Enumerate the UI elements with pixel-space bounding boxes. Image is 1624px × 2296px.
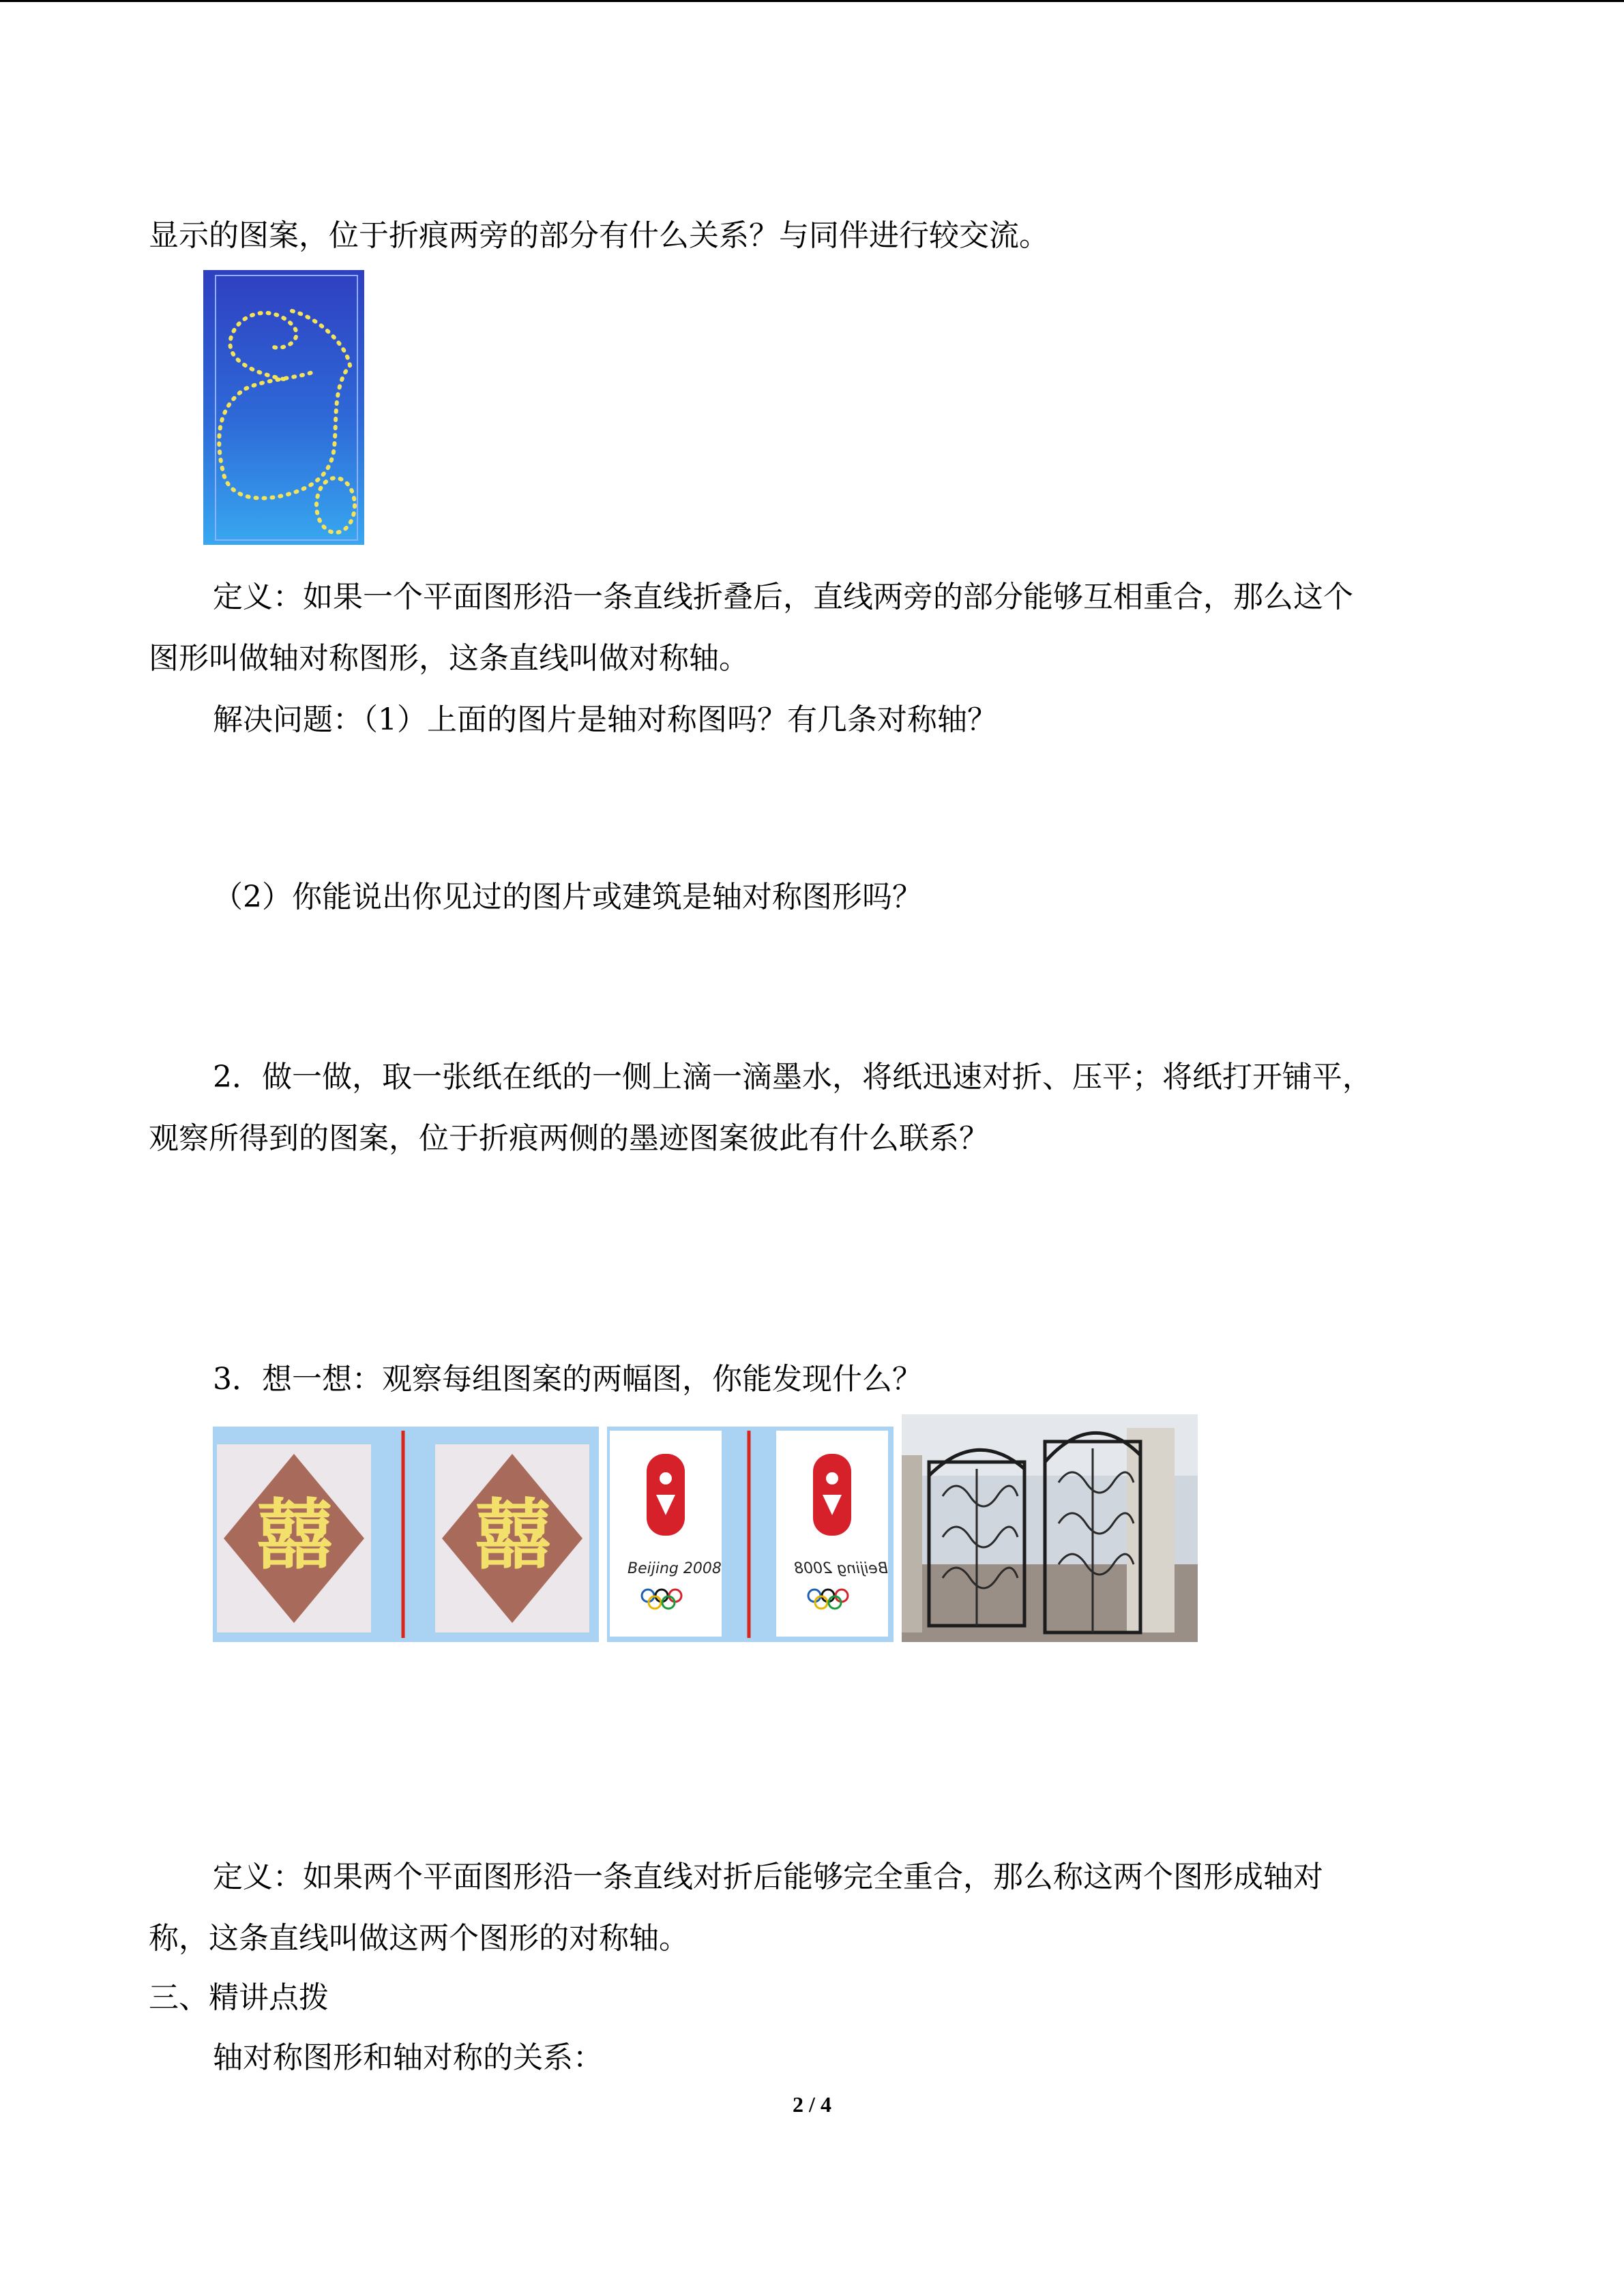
activity-line: 2．做一做，取一张纸在纸的一侧上滴一滴墨水，将纸迅速对折、压平；将纸打开铺平， [213,1060,1372,1094]
paragraph-line: 轴对称图形和轴对称的关系： [213,2040,603,2075]
beijing-2008-label: Beijing 2008 [628,1560,722,1577]
double-happiness-char: 囍 [256,1491,333,1580]
dotted-curve-image [203,270,364,545]
beijing-2008-label-mirrored: Beijing 2008 [794,1560,888,1577]
definition-line: 定义：如果一个平面图形沿一条直线折叠后，直线两旁的部分能够互相重合，那么这个 [213,580,1353,614]
activity-line: 3．想一想：观察每组图案的两幅图，你能发现什么？ [213,1362,922,1397]
definition-line: 定义：如果两个平面图形沿一条直线对折后能够完全重合，那么称这两个图形成轴对 [213,1860,1323,1894]
question-line: 解决问题：（1）上面的图片是轴对称图吗？有几条对称轴？ [213,702,997,737]
question-line: （2）你能说出你见过的图片或建筑是轴对称图形吗？ [213,880,922,914]
definition-line: 称，这条直线叫做这两个图形的对称轴。 [149,1921,689,1956]
section-heading: 三、精讲点拨 [149,1980,329,2015]
page-number: 2 / 4 [793,2092,831,2117]
iron-gate-photo [902,1414,1198,1642]
definition-line: 图形叫做轴对称图形，这条直线叫做对称轴。 [149,641,749,676]
paragraph-line: 显示的图案，位于折痕两旁的部分有什么关系？与同伴进行较交流。 [149,218,1049,253]
double-happiness-image-pair [213,1427,599,1642]
beijing-emblem-image-pair [607,1427,894,1642]
activity-line: 观察所得到的图案，位于折痕两侧的墨迹图案彼此有什么联系？ [149,1121,989,1156]
top-border [0,0,1624,2]
double-happiness-char: 囍 [475,1491,551,1580]
